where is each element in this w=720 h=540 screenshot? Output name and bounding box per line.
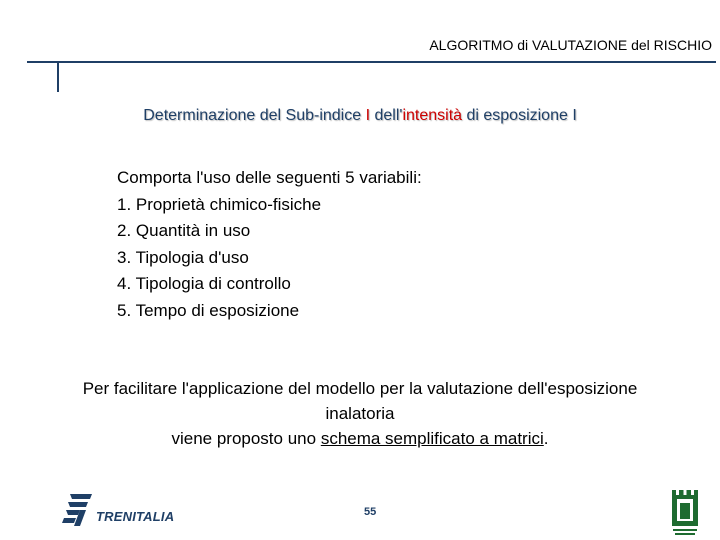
paragraph-text: viene proposto uno <box>171 429 321 448</box>
subtitle-text-3: di esposizione I <box>462 107 577 124</box>
page-number: 55 <box>364 506 377 518</box>
subtitle-text-2: dell' <box>370 107 403 124</box>
matrix-schema-link[interactable]: schema semplificato a matrici <box>320 429 544 448</box>
paragraph-line: inalatoria <box>325 404 395 423</box>
header-rule-vertical <box>57 62 59 92</box>
list-item: 1. Proprietà chimico-fisiche <box>117 194 322 214</box>
list-intro: Comporta l'uso delle seguenti 5 variabili: <box>117 168 422 187</box>
variables-list <box>117 165 422 324</box>
subtitle-text: Determinazione del Sub-indice <box>143 107 366 124</box>
list-item: 4. Tipologia di controllo <box>117 274 291 293</box>
university-seal-icon <box>668 488 702 538</box>
paragraph-text: . <box>543 429 549 448</box>
list-item: 3. Tipologia d'uso <box>117 247 249 267</box>
list-item: 5. Tempo di esposizione <box>117 300 300 320</box>
slide-subtitle <box>0 107 720 125</box>
explanation-paragraph <box>0 376 720 451</box>
paragraph-line: Per facilitare l'applicazione del modello per la valutazione dell'esposizione <box>82 379 638 398</box>
trenitalia-logo <box>60 490 190 530</box>
header-rule <box>27 61 716 63</box>
trenitalia-wordmark: TRENITALIA <box>96 509 175 524</box>
subtitle-accent-i: I <box>365 107 371 124</box>
subtitle-accent-word: intensità <box>402 107 463 124</box>
header-title: ALGORITMO di VALUTAZIONE del RISCHIO <box>429 37 712 53</box>
trenitalia-mark-icon <box>60 492 94 528</box>
list-item: 2. Quantità in uso <box>117 221 251 240</box>
paragraph-line <box>0 426 720 451</box>
